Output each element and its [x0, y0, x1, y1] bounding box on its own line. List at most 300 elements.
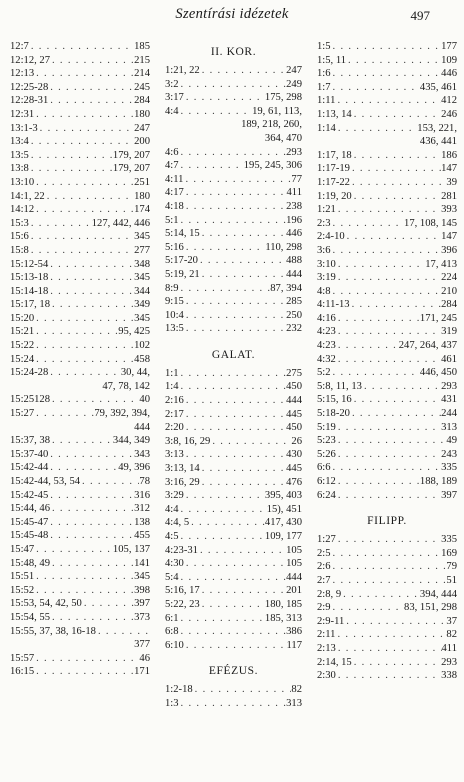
verse-reference: 14:12: [10, 204, 35, 216]
index-entry: [317, 149, 457, 163]
verse-reference: 15:24: [10, 353, 35, 365]
dot-leader: [331, 40, 442, 54]
page-references: 345: [134, 571, 150, 583]
page-references: 138: [134, 516, 150, 528]
page-references: 82: [446, 629, 457, 641]
verse-reference: 5:16: [165, 241, 184, 253]
entry-list-galat: [165, 367, 302, 652]
dot-leader: [336, 325, 441, 339]
verse-reference: 6:6: [317, 462, 331, 474]
dot-leader: [331, 244, 442, 258]
page-references: 82: [291, 684, 302, 696]
page-references-continued: 47, 78, 142: [102, 380, 150, 392]
index-entry: [165, 91, 302, 105]
dot-leader: [48, 94, 134, 108]
index-entry: [317, 122, 457, 136]
index-entry: [165, 530, 302, 544]
dot-leader: [331, 601, 404, 615]
index-entry: [165, 64, 302, 78]
verse-reference: 1:13, 14: [317, 108, 352, 120]
dot-leader: [179, 503, 267, 517]
verse-reference: 15:20: [10, 312, 35, 324]
verse-reference: 4:6: [165, 146, 179, 158]
dot-leader: [184, 200, 286, 214]
verse-reference: 2:9: [317, 602, 331, 614]
page-references: 201: [286, 585, 302, 597]
page-references: 312: [134, 503, 150, 515]
index-entry: [10, 258, 150, 272]
section-heading-filipp: FILIPP.: [367, 515, 407, 528]
index-entry: [165, 309, 302, 323]
dot-leader: [48, 258, 134, 272]
index-entry: [165, 200, 302, 214]
verse-reference: 2:30: [317, 670, 336, 682]
dot-leader: [50, 557, 134, 571]
index-entry: [317, 461, 457, 475]
verse-reference: 8:9: [165, 282, 179, 294]
verse-reference: 6:8: [165, 626, 179, 638]
dot-leader: [200, 227, 286, 241]
index-entry: [165, 584, 302, 598]
index-entry: [317, 353, 457, 367]
index-entry: [10, 570, 150, 584]
dot-leader: [184, 408, 286, 422]
verse-reference: 5:15, 16: [317, 394, 352, 406]
verse-reference: 1:11: [317, 95, 336, 107]
dot-leader: [184, 309, 286, 323]
index-entry: [10, 489, 150, 503]
dot-leader: [350, 162, 441, 176]
dot-leader: [336, 312, 420, 326]
verse-reference: 13:1-3: [10, 122, 38, 134]
index-entry: [165, 241, 302, 255]
dot-leader: [50, 298, 134, 312]
index-entry: [317, 588, 457, 602]
index-entry: [10, 353, 150, 367]
dot-leader: [82, 597, 134, 611]
page-references: 285: [286, 296, 302, 308]
dot-leader: [179, 530, 265, 544]
dot-leader: [80, 475, 139, 489]
index-entry: [165, 476, 302, 490]
page-references: 185, 313: [264, 612, 302, 624]
verse-reference: 15:21: [10, 326, 35, 338]
page-references: 455: [134, 530, 150, 542]
page-references: 195, 245, 306: [243, 160, 302, 172]
verse-reference: 3:13: [165, 449, 184, 461]
index-entry: [10, 312, 150, 326]
page-references: 349: [134, 299, 150, 311]
dot-leader: [184, 394, 286, 408]
index-entry: [10, 108, 150, 122]
verse-reference: 2:8, 9: [317, 588, 342, 600]
page-references: 174: [134, 204, 150, 216]
page-references: 224: [441, 272, 457, 284]
dot-leader: [29, 135, 134, 149]
verse-reference: 6:12: [317, 476, 336, 487]
dot-leader: [210, 435, 291, 449]
index-entry: [10, 475, 150, 489]
page-references: 319: [441, 326, 457, 338]
dot-leader: [331, 574, 447, 588]
page-references: 446: [441, 68, 457, 80]
verse-reference: 5:23: [317, 435, 336, 447]
verse-reference: 15:44, 46: [10, 503, 51, 515]
index-entry: [10, 298, 150, 312]
verse-reference: 4:11: [165, 173, 184, 185]
index-entry: [317, 339, 457, 353]
page-references: 15), 451: [266, 503, 302, 515]
page-references: 95, 425: [118, 326, 150, 338]
dot-leader: [38, 122, 134, 136]
page-references: 458: [134, 353, 150, 365]
dot-leader: [189, 516, 265, 530]
index-entry: [317, 271, 457, 285]
verse-reference: 15:42-45: [10, 489, 49, 501]
dot-leader: [179, 78, 287, 92]
index-entry: [10, 611, 150, 625]
dot-leader: [184, 448, 286, 462]
dot-leader: [331, 461, 442, 475]
entry-list-filipp: [317, 533, 457, 683]
dot-leader: [34, 325, 118, 339]
dot-leader: [48, 461, 118, 475]
verse-reference: 1:5, 11: [317, 54, 347, 66]
page-references-continued: 444: [134, 421, 150, 433]
page-references: 105: [286, 558, 302, 570]
index-entry: [165, 557, 302, 571]
dot-leader: [34, 203, 134, 217]
page-references: 446, 450: [419, 367, 457, 379]
dot-leader: [346, 54, 441, 68]
verse-reference: 5:18-20: [317, 408, 350, 420]
dot-leader: [352, 190, 441, 204]
verse-reference: 15:13-18: [10, 272, 49, 284]
page-references: 37: [446, 615, 457, 627]
verse-reference: 13:5: [10, 149, 29, 161]
dot-leader: [34, 665, 134, 679]
verse-reference: 1:19, 20: [317, 190, 352, 202]
index-entry: [165, 639, 302, 653]
verse-reference: 1:17, 18: [317, 149, 352, 161]
verse-reference: 12:28-31: [10, 95, 49, 107]
index-entry: [10, 652, 150, 666]
page-references: 200: [134, 136, 150, 148]
page-references: 245: [134, 81, 150, 93]
page-references: 171: [134, 666, 150, 678]
verse-reference: 10:4: [165, 309, 184, 321]
dot-leader: [200, 476, 286, 490]
page-references: 78: [139, 476, 150, 487]
page-references: 476: [286, 476, 302, 488]
verse-reference: 1:3: [165, 697, 179, 709]
page-references: 293: [286, 146, 302, 158]
page-references: 247: [134, 122, 150, 134]
index-entry: [317, 656, 457, 670]
entry-list-efezus-cont: [317, 40, 457, 502]
page-references: 247, 264, 437: [398, 340, 457, 352]
page-references: 185: [134, 41, 150, 52]
verse-reference: 15:25128: [10, 394, 51, 406]
verse-reference: 15:42-44, 53, 54: [10, 476, 81, 487]
page-references: 214: [134, 68, 150, 80]
index-entry: [10, 665, 150, 679]
page-references: 17, 108, 145: [404, 217, 457, 229]
dot-leader: [331, 81, 420, 95]
dot-leader: [34, 176, 134, 190]
page-references: 179, 207: [112, 163, 150, 175]
page-references: 450: [286, 422, 302, 434]
dot-leader: [34, 570, 134, 584]
index-entry: [317, 574, 457, 588]
dot-leader: [184, 489, 265, 503]
verse-reference: 2:6: [317, 561, 331, 573]
index-entry: [165, 408, 302, 422]
verse-reference: 12:7: [10, 41, 29, 52]
index-entry: [317, 108, 457, 122]
index-entry: [10, 434, 150, 448]
index-entry: [10, 217, 150, 231]
verse-reference: 13:4: [10, 136, 29, 148]
verse-reference: 2:16: [165, 395, 184, 407]
dot-leader: [336, 475, 420, 489]
dot-leader: [179, 571, 287, 585]
page-references: 444: [286, 571, 302, 583]
page-references: 386: [286, 626, 302, 638]
index-entry: [165, 489, 302, 503]
index-entry: [10, 393, 150, 407]
page-references: 316: [134, 489, 150, 501]
verse-reference: 2:5: [317, 547, 331, 559]
dot-leader: [48, 489, 134, 503]
index-entry: [10, 203, 150, 217]
index-entry: [317, 475, 457, 489]
page-references: 338: [441, 670, 457, 682]
page-references: 281: [441, 190, 457, 202]
page-references: 39: [446, 176, 457, 188]
index-entry: [165, 282, 302, 296]
dot-leader: [336, 122, 417, 136]
page-references: 284: [441, 299, 457, 311]
page-references: 105, 137: [112, 543, 150, 555]
dot-leader: [34, 407, 94, 421]
dot-leader: [34, 339, 134, 353]
page-header: [0, 0, 464, 30]
page-references: 147: [441, 163, 457, 175]
verse-reference: 15:14-18: [10, 285, 49, 297]
index-entry: [10, 285, 150, 299]
dot-leader: [336, 642, 442, 656]
index-entry: [165, 295, 302, 309]
dot-leader: [183, 173, 291, 187]
page-references: 450: [286, 381, 302, 393]
verse-reference: 5:2: [317, 367, 331, 379]
index-entry: [317, 217, 457, 231]
dot-leader: [179, 625, 287, 639]
index-entry: [10, 190, 150, 204]
verse-reference: 3:6: [317, 244, 331, 256]
dot-leader: [179, 367, 287, 381]
verse-reference: 5:14, 15: [165, 228, 200, 240]
index-entry: [317, 312, 457, 326]
page-references: 247: [286, 65, 302, 76]
index-entry: [317, 81, 457, 95]
page-references: 49: [446, 435, 457, 447]
verse-reference: 15:54, 55: [10, 611, 51, 623]
dot-leader: [350, 407, 441, 421]
page-references: 275: [286, 367, 302, 379]
page-references: 175, 298: [264, 92, 302, 104]
page-references: 411: [441, 642, 457, 654]
index-entry: [165, 598, 302, 612]
index-entry: [165, 146, 302, 160]
verse-reference: 13:10: [10, 176, 35, 188]
index-entry: [10, 162, 150, 176]
verse-reference: 12:31: [10, 108, 35, 120]
page-references: 344: [134, 285, 150, 297]
dot-leader: [96, 625, 150, 639]
verse-reference: 1:7: [317, 81, 331, 93]
verse-reference: 1:17-19: [317, 163, 350, 175]
index-entry: [317, 533, 457, 547]
page-references: 51: [446, 574, 457, 586]
section-heading-2kor: II. KOR.: [210, 46, 257, 58]
dot-leader: [50, 611, 134, 625]
page-references: 411: [286, 187, 302, 199]
dot-leader: [34, 584, 134, 598]
dot-leader: [179, 380, 287, 394]
dot-leader: [350, 176, 446, 190]
index-entry: [317, 366, 457, 380]
index-entry: [10, 94, 150, 108]
dot-leader: [29, 162, 113, 176]
verse-reference: 3:8, 16, 29: [165, 435, 211, 447]
dot-leader: [29, 230, 134, 244]
index-entry: [165, 516, 302, 530]
dot-leader: [331, 217, 404, 231]
page-references: 250: [286, 309, 302, 321]
dot-leader: [184, 295, 286, 309]
dot-leader: [179, 282, 271, 296]
verse-reference: 6:24: [317, 489, 336, 501]
index-entry: [10, 230, 150, 244]
page-references: 110, 298: [265, 241, 302, 253]
dot-leader: [352, 393, 441, 407]
index-entry: [317, 325, 457, 339]
index-entry: [165, 322, 302, 336]
dot-leader: [50, 434, 113, 448]
verse-reference: 3:19: [317, 272, 336, 284]
dot-leader: [50, 502, 134, 516]
verse-reference: 15:3: [10, 217, 29, 229]
index-entry: [10, 557, 150, 571]
verse-reference: 6:1: [165, 612, 179, 624]
verse-reference: 15:42-44: [10, 462, 49, 474]
dot-leader: [331, 560, 447, 574]
dot-leader: [34, 67, 134, 81]
verse-reference: 15:53, 54, 42, 50: [10, 598, 82, 610]
index-entry: [10, 584, 150, 598]
page-references: 335: [441, 534, 457, 546]
verse-reference: 2:20: [165, 422, 184, 434]
index-entry: [317, 560, 457, 574]
verse-reference: 1:21, 22: [165, 65, 200, 76]
verse-reference: 1:5: [317, 41, 331, 52]
page-references: 177: [441, 41, 457, 52]
dot-leader: [331, 285, 442, 299]
dot-leader: [184, 241, 265, 255]
index-entry: [317, 258, 457, 272]
verse-reference: 15:8: [10, 244, 29, 256]
index-entry: [317, 162, 457, 176]
page-references: 344, 349: [112, 435, 150, 447]
dot-leader: [34, 312, 134, 326]
verse-reference: 5:19: [317, 421, 336, 433]
page-references: 412: [441, 95, 457, 107]
index-entry: [165, 254, 302, 268]
section-heading-efezus: EFÉZUS.: [208, 665, 259, 678]
index-entry: [165, 268, 302, 282]
verse-reference: 5:26: [317, 448, 336, 460]
page-references: 179, 207: [112, 149, 150, 161]
page-references: 277: [134, 244, 150, 256]
index-entry: [10, 67, 150, 81]
index-entry: [10, 407, 150, 421]
index-entry: [165, 683, 302, 697]
page-references: 446: [286, 228, 302, 240]
verse-reference: 4:4: [165, 503, 179, 515]
dot-leader: [184, 322, 286, 336]
index-entry: [10, 339, 150, 353]
page-references: 293: [441, 656, 457, 668]
verse-reference: 4:11-13: [317, 299, 350, 311]
dot-leader: [29, 149, 113, 163]
index-entry: [10, 176, 150, 190]
index-entry: [317, 393, 457, 407]
index-entry: [165, 462, 302, 476]
verse-reference: 2:11: [317, 629, 336, 641]
dot-leader: [50, 393, 139, 407]
verse-reference: 1:27: [317, 534, 336, 546]
page-references: 397: [134, 598, 150, 610]
dot-leader: [345, 230, 441, 244]
verse-reference: 4:8: [317, 285, 331, 297]
verse-reference: 5:1: [165, 214, 179, 226]
verse-reference: 13:5: [165, 323, 184, 335]
dot-leader: [336, 434, 447, 448]
dot-leader: [48, 271, 134, 285]
index-entry: [165, 571, 302, 585]
page-references: 249: [286, 78, 302, 90]
verse-reference: 15:48, 49: [10, 557, 51, 569]
page-references: 373: [134, 611, 150, 623]
verse-reference: 1:4: [165, 381, 179, 393]
verse-reference: 1:14: [317, 122, 336, 134]
index-entry: [317, 448, 457, 462]
dot-leader: [48, 529, 134, 543]
page-references: 105: [286, 544, 302, 556]
page-references: 77: [291, 173, 302, 185]
index-entry: [165, 78, 302, 92]
verse-reference: 1:1: [165, 367, 179, 379]
verse-reference: 4:5: [165, 531, 179, 542]
page-references: 26: [291, 435, 302, 447]
verse-reference: 4:23: [317, 326, 336, 338]
verse-reference: 3:10: [317, 258, 336, 270]
index-entry: [10, 366, 150, 380]
index-entry: [10, 461, 150, 475]
dot-leader: [331, 547, 442, 561]
